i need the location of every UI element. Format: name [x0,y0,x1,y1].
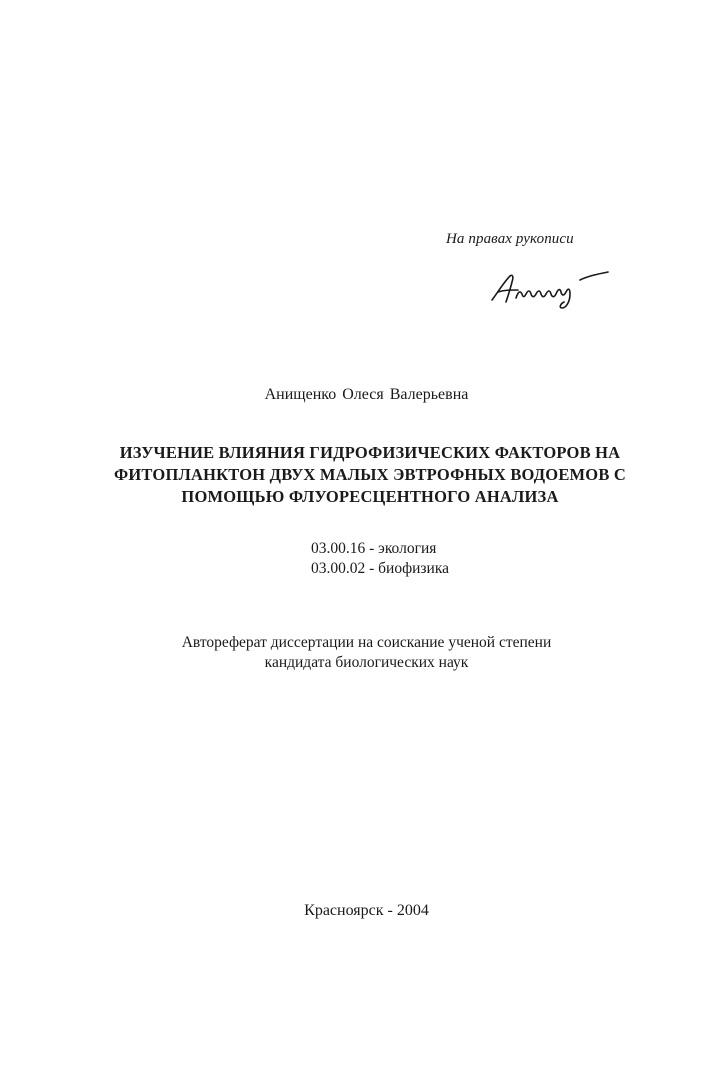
dissertation-title [100,442,640,508]
manuscript-rights-note: На правах рукописи [446,231,574,247]
author-signature [488,262,618,312]
author-name: Анищенко Олеся Валерьевна [264,386,469,403]
title-line: ПОМОЩЬЮ ФЛУОРЕСЦЕНТНОГО АНАЛИЗА [181,487,559,506]
degree-statement-line: Автореферат диссертации на соискание ученой степени [181,634,552,651]
place-and-year: Красноярск - 2004 [304,902,429,919]
specialty-item: 03.00.02 - биофизика [311,560,450,577]
title-line: ФИТОПЛАНКТОН ДВУХ МАЛЫХ ЭВТРОФНЫХ ВОДОЕМОВ С [114,465,626,484]
degree-statement [0,633,719,673]
specialty-codes [311,539,449,579]
title-line: ИЗУЧЕНИЕ ВЛИЯНИЯ ГИДРОФИЗИЧЕСКИХ ФАКТОРОВ НА [119,443,621,462]
specialty-item: 03.00.16 - экология [311,540,437,557]
degree-statement-line: кандидата биологических наук [264,654,469,671]
